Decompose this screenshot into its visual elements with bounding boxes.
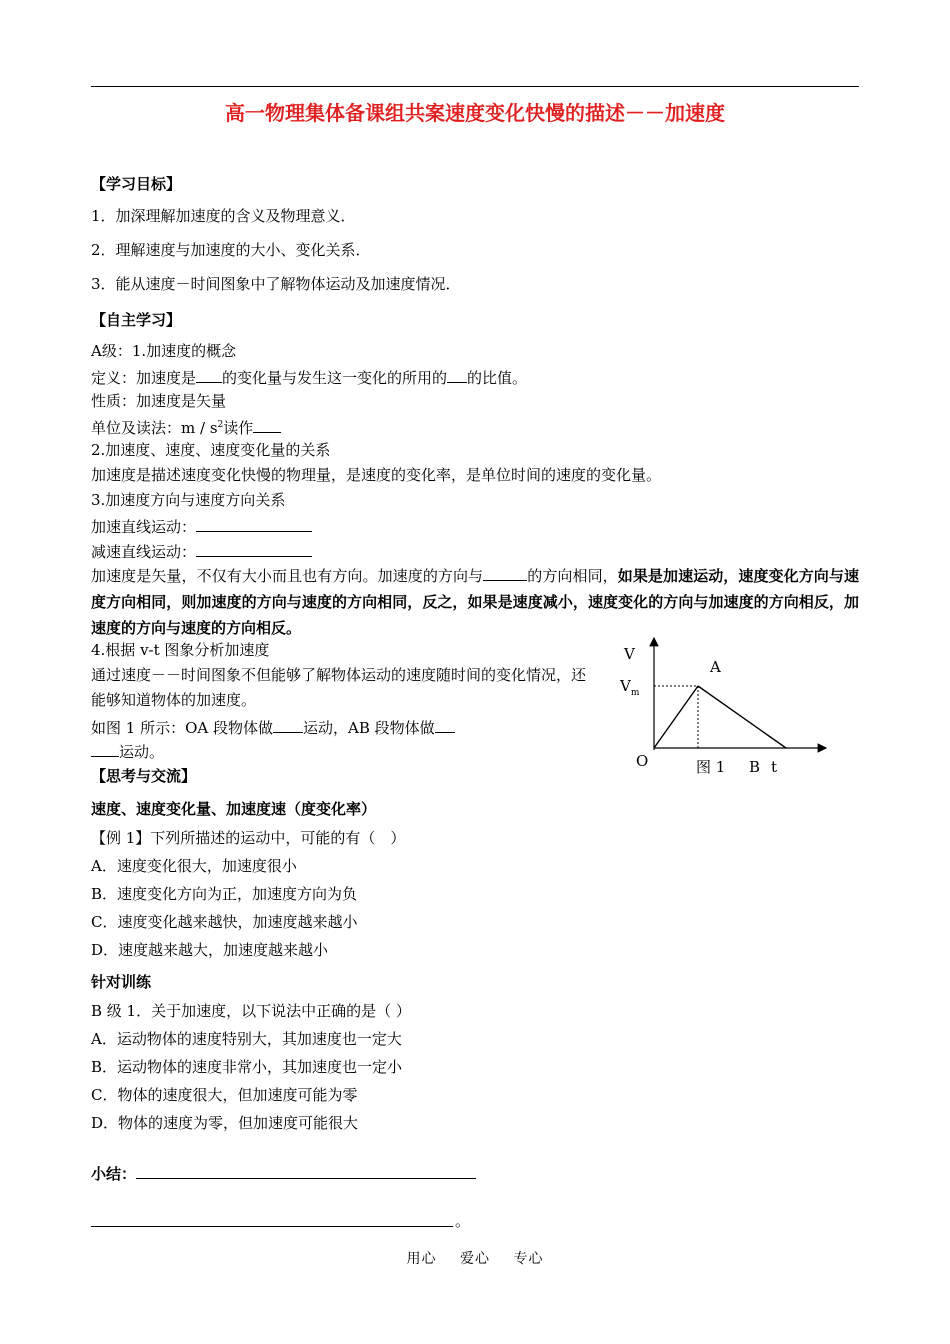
unit-line: 单位及读法：m / $s^2$读作 bbox=[91, 415, 281, 438]
summary-line: 小结： bbox=[91, 1162, 476, 1184]
direction-paragraph: 加速度是矢量，不仅有大小而且也有方向。加速度的方向与 的方向相同，如果是加速运动，速度变化方向与速度方向相同，则加速度的方向与速度的方向相同，反之，如果是速度减小，速度变化的方向与加速度的方向相反，加速度的方向与速度的方向相反。 bbox=[91, 563, 859, 641]
training-option[interactable]: D．物体的速度为零，但加速度可能很大 bbox=[91, 1114, 359, 1132]
page-title: 高一物理集体备课组共案速度变化快慢的描述－－加速度 bbox=[225, 101, 725, 125]
label-a: A bbox=[710, 658, 721, 676]
goal-item: 3．能从速度－时间图象中了解物体运动及加速度情况． bbox=[91, 275, 461, 293]
fill-blank[interactable] bbox=[196, 540, 312, 557]
self-study-heading: 【自主学习】 bbox=[91, 311, 182, 329]
nature-line: 性质：加速度是矢量 bbox=[91, 392, 227, 410]
accel-line: 加速直线运动： bbox=[91, 515, 312, 537]
fill-blank[interactable] bbox=[91, 740, 119, 757]
summary-blank[interactable] bbox=[136, 1162, 476, 1179]
example-option[interactable]: D．速度越来越大，加速度越来越小 bbox=[91, 941, 329, 959]
fill-blank[interactable] bbox=[196, 366, 222, 383]
think-heading: 【思考与交流】 bbox=[91, 767, 197, 785]
summary-end: 。 bbox=[455, 1212, 471, 1230]
decel-line: 减速直线运动： bbox=[91, 540, 312, 562]
example-option[interactable]: B．速度变化方向为正，加速度方向为负 bbox=[91, 885, 358, 903]
relation-text: 加速度是描述速度变化快慢的物理量，是速度的变化率，是单位时间的速度的变化量。 bbox=[91, 466, 662, 484]
definition-line: 定义：加速度是 的变化量与发生这一变化的所用的 的比值。 bbox=[91, 366, 527, 388]
segment-oa bbox=[654, 686, 698, 748]
fill-blank[interactable] bbox=[483, 564, 527, 581]
fill-blank[interactable] bbox=[273, 716, 303, 733]
training-option[interactable]: C．物体的速度很大，但加速度可能为零 bbox=[91, 1086, 358, 1104]
fill-blank[interactable] bbox=[196, 515, 312, 532]
footer-motto: 用心 爱心 专心 bbox=[406, 1251, 544, 1267]
direction-title: 3.加速度方向与速度方向关系 bbox=[91, 491, 286, 509]
figure-question-cont: 运动。 bbox=[91, 740, 164, 762]
training-option[interactable]: A．运动物体的速度特别大，其加速度也一定大 bbox=[91, 1030, 402, 1048]
training-question: B 级 1．关于加速度，以下说法中正确的是（ ） bbox=[91, 1002, 411, 1020]
figure-question: 如图 1 所示：OA 段物体做 运动，AB 段物体做 bbox=[91, 716, 455, 738]
fill-blank[interactable] bbox=[435, 716, 455, 733]
label-v: V bbox=[624, 645, 635, 663]
label-o: O bbox=[636, 752, 649, 770]
vt-graph bbox=[612, 632, 842, 782]
figure-caption: 图 1 bbox=[696, 758, 726, 776]
training-heading: 针对训练 bbox=[91, 973, 152, 991]
goals-heading: 【学习目标】 bbox=[91, 175, 182, 193]
vt-title: 4.根据 v-t 图象分析加速度 bbox=[91, 641, 270, 659]
summary-rule[interactable] bbox=[91, 1226, 453, 1227]
relation-title: 2.加速度、速度、速度变化量的关系 bbox=[91, 441, 331, 459]
fill-blank[interactable] bbox=[253, 416, 281, 433]
example-option[interactable]: A．速度变化很大，加速度很小 bbox=[91, 857, 297, 875]
goal-item: 1．加深理解加速度的含义及物理意义． bbox=[91, 207, 356, 225]
label-t: t bbox=[771, 758, 778, 776]
example-question: 【例 1】下列所描述的运动中，可能的有（ ） bbox=[91, 829, 406, 847]
label-vm: $V_m$ bbox=[620, 677, 640, 698]
vt-text: 通过速度－－时间图象不但能够了解物体运动的速度随时间的变化情况，还能够知道物体的加速度。 bbox=[91, 666, 587, 709]
label-b: B bbox=[749, 758, 761, 776]
training-option[interactable]: B．运动物体的速度非常小，其加速度也一定小 bbox=[91, 1058, 403, 1076]
segment-ab bbox=[698, 686, 786, 748]
goal-item: 2．理解速度与加速度的大小、变化关系． bbox=[91, 241, 371, 259]
fill-blank[interactable] bbox=[447, 366, 467, 383]
think-subtitle: 速度、速度变化量、加速度速（度变化率） bbox=[91, 800, 377, 818]
example-option[interactable]: C．速度变化越来越快，加速度越来越小 bbox=[91, 913, 358, 931]
a-level-title: A级：1.加速度的概念 bbox=[91, 342, 237, 360]
header-rule bbox=[91, 86, 859, 87]
